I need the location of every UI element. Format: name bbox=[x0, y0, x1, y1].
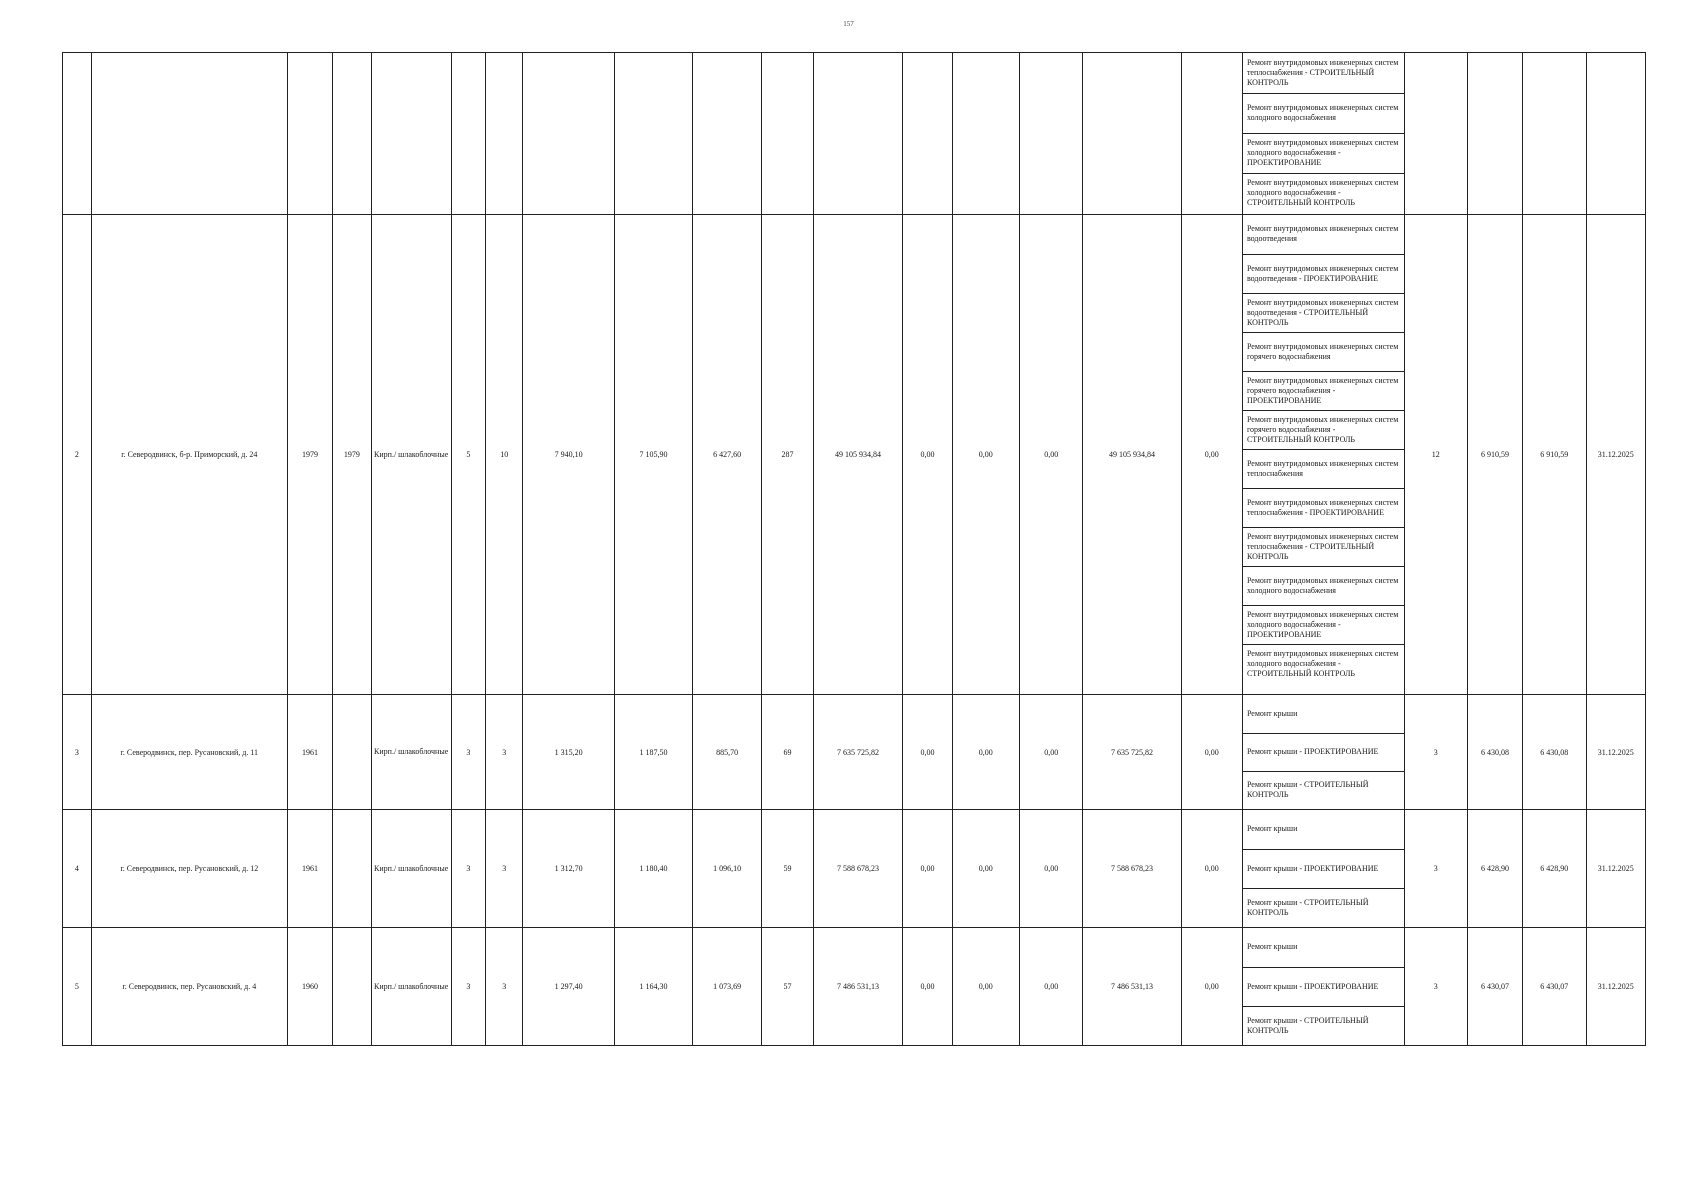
work-item: Ремонт внутридомовых инженерных систем холодного водоснабжения - СТРОИТЕЛЬНЫЙ КОНТРОЛЬ bbox=[1246, 178, 1399, 208]
table-row bbox=[63, 810, 1646, 928]
floors-cell: 3 bbox=[451, 695, 486, 810]
entrances-cell: 3 bbox=[486, 928, 523, 1046]
unit-cost-cell: 6 428,90 bbox=[1467, 810, 1522, 928]
cost-local-cell: 0,00 bbox=[1020, 810, 1083, 928]
total-area-cell: 1 297,40 bbox=[523, 928, 615, 1046]
cost-total-cell: 49 105 934,84 bbox=[813, 215, 903, 695]
works-count-cell: 3 bbox=[1404, 928, 1467, 1046]
work-item: Ремонт крыши bbox=[1243, 695, 1404, 733]
cost-other-cell: 0,00 bbox=[1181, 928, 1242, 1046]
deadline-cell: 31.12.2025 bbox=[1586, 810, 1646, 928]
table-row bbox=[63, 215, 1646, 695]
row-number-cell: 3 bbox=[63, 695, 92, 810]
works-list bbox=[1243, 928, 1404, 1045]
cost-total-cell bbox=[813, 53, 903, 215]
max-unit-cost-cell: 6 910,59 bbox=[1523, 215, 1586, 695]
address-cell: г. Северодвинск, пер. Русановский, д. 11 bbox=[91, 695, 287, 810]
work-item: Ремонт внутридомовых инженерных систем теплоснабжения - ПРОЕКТИРОВАНИЕ bbox=[1243, 488, 1404, 527]
total-area-cell: 7 940,10 bbox=[523, 215, 615, 695]
area-living-cell bbox=[692, 53, 762, 215]
works-count-cell: 3 bbox=[1404, 695, 1467, 810]
works-list-cell bbox=[1242, 215, 1404, 695]
row-number-cell: 4 bbox=[63, 810, 92, 928]
max-unit-cost-cell: 6 430,07 bbox=[1523, 928, 1586, 1046]
work-item: Ремонт крыши - ПРОЕКТИРОВАНИЕ bbox=[1243, 967, 1404, 1006]
wall-material-cell bbox=[371, 53, 451, 215]
year-overhaul-cell bbox=[332, 695, 371, 810]
year-built-cell: 1961 bbox=[287, 810, 332, 928]
cost-total-cell: 7 486 531,13 bbox=[813, 928, 903, 1046]
works-list bbox=[1243, 695, 1404, 809]
work-item: Ремонт внутридомовых инженерных систем водоотведения - ПРОЕКТИРОВАНИЕ bbox=[1243, 254, 1404, 293]
year-built-cell bbox=[287, 53, 332, 215]
deadline-cell: 31.12.2025 bbox=[1586, 215, 1646, 695]
residents-cell bbox=[762, 53, 813, 215]
wall-material-cell: Кирп./ шлакоблочные bbox=[371, 810, 451, 928]
row-number-cell bbox=[63, 53, 92, 215]
table-row bbox=[63, 928, 1646, 1046]
unit-cost-cell: 6 430,08 bbox=[1467, 695, 1522, 810]
area-rooms-cell: 1 164,30 bbox=[615, 928, 693, 1046]
residents-cell: 287 bbox=[762, 215, 813, 695]
year-overhaul-cell bbox=[332, 928, 371, 1046]
row-number-cell: 5 bbox=[63, 928, 92, 1046]
cost-federal-cell: 0,00 bbox=[903, 215, 952, 695]
cost-regional-cell: 0,00 bbox=[952, 810, 1019, 928]
work-item: Ремонт внутридомовых инженерных систем горячего водоснабжения bbox=[1243, 332, 1404, 371]
cost-other-cell: 0,00 bbox=[1181, 695, 1242, 810]
wall-material-cell: Кирп./ шлакоблочные bbox=[371, 215, 451, 695]
overhaul-register-table bbox=[62, 52, 1646, 1046]
cost-owners-cell bbox=[1083, 53, 1181, 215]
area-living-cell: 885,70 bbox=[692, 695, 762, 810]
cost-total-cell: 7 635 725,82 bbox=[813, 695, 903, 810]
work-item: Ремонт крыши - СТРОИТЕЛЬНЫЙ КОНТРОЛЬ bbox=[1246, 780, 1369, 800]
work-item: Ремонт внутридомовых инженерных систем холодного водоснабжения - СТРОИТЕЛЬНЫЙ КОНТРОЛЬ bbox=[1246, 648, 1399, 678]
residents-cell: 57 bbox=[762, 928, 813, 1046]
cost-total-cell: 7 588 678,23 bbox=[813, 810, 903, 928]
work-item: Ремонт внутридомовых инженерных систем водоотведения bbox=[1243, 215, 1404, 254]
address-cell: г. Северодвинск, пер. Русановский, д. 4 bbox=[91, 928, 287, 1046]
max-unit-cost-cell: 6 430,08 bbox=[1523, 695, 1586, 810]
works-count-cell bbox=[1404, 53, 1467, 215]
entrances-cell: 10 bbox=[486, 215, 523, 695]
area-rooms-cell: 7 105,90 bbox=[615, 215, 693, 695]
work-item: Ремонт крыши - ПРОЕКТИРОВАНИЕ bbox=[1243, 849, 1404, 888]
entrances-cell bbox=[486, 53, 523, 215]
cost-federal-cell: 0,00 bbox=[903, 695, 952, 810]
cost-owners-cell: 49 105 934,84 bbox=[1083, 215, 1181, 695]
cost-owners-cell: 7 486 531,13 bbox=[1083, 928, 1181, 1046]
year-built-cell: 1979 bbox=[287, 215, 332, 695]
area-rooms-cell bbox=[615, 53, 693, 215]
address-cell: г. Северодвинск, пер. Русановский, д. 12 bbox=[91, 810, 287, 928]
floors-cell bbox=[451, 53, 486, 215]
works-list bbox=[1243, 810, 1404, 927]
year-overhaul-cell: 1979 bbox=[332, 215, 371, 695]
work-item: Ремонт внутридомовых инженерных систем горячего водоснабжения - СТРОИТЕЛЬНЫЙ КОНТРОЛЬ bbox=[1243, 410, 1404, 449]
address-cell bbox=[91, 53, 287, 215]
wall-material-cell: Кирп./ шлакоблочные bbox=[371, 928, 451, 1046]
total-area-cell: 1 315,20 bbox=[523, 695, 615, 810]
work-item: Ремонт внутридомовых инженерных систем холодного водоснабжения - ПРОЕКТИРОВАНИЕ bbox=[1243, 605, 1404, 644]
area-rooms-cell: 1 187,50 bbox=[615, 695, 693, 810]
works-list bbox=[1243, 53, 1404, 213]
works-list-cell bbox=[1242, 928, 1404, 1046]
work-item: Ремонт внутридомовых инженерных систем холодного водоснабжения bbox=[1243, 566, 1404, 605]
residents-cell: 59 bbox=[762, 810, 813, 928]
work-item: Ремонт крыши - СТРОИТЕЛЬНЫЙ КОНТРОЛЬ bbox=[1246, 897, 1369, 917]
floors-cell: 3 bbox=[451, 810, 486, 928]
total-area-cell: 1 312,70 bbox=[523, 810, 615, 928]
cost-regional-cell: 0,00 bbox=[952, 928, 1019, 1046]
max-unit-cost-cell bbox=[1523, 53, 1586, 215]
work-item: Ремонт внутридомовых инженерных систем водоотведения - СТРОИТЕЛЬНЫЙ КОНТРОЛЬ bbox=[1243, 293, 1404, 332]
work-item: Ремонт внутридомовых инженерных систем холодного водоснабжения - ПРОЕКТИРОВАНИЕ bbox=[1243, 133, 1404, 173]
cost-local-cell: 0,00 bbox=[1020, 215, 1083, 695]
year-overhaul-cell bbox=[332, 810, 371, 928]
row-number-cell: 2 bbox=[63, 215, 92, 695]
cost-federal-cell: 0,00 bbox=[903, 928, 952, 1046]
area-rooms-cell: 1 180,40 bbox=[615, 810, 693, 928]
deadline-cell bbox=[1586, 53, 1646, 215]
works-list bbox=[1243, 215, 1404, 683]
entrances-cell: 3 bbox=[486, 695, 523, 810]
unit-cost-cell: 6 430,07 bbox=[1467, 928, 1522, 1046]
work-item: Ремонт внутридомовых инженерных систем теплоснабжения - СТРОИТЕЛЬНЫЙ КОНТРОЛЬ bbox=[1243, 53, 1404, 93]
table-row bbox=[63, 53, 1646, 215]
works-list-cell bbox=[1242, 810, 1404, 928]
work-item: Ремонт внутридомовых инженерных систем теплоснабжения bbox=[1243, 449, 1404, 488]
area-living-cell: 1 073,69 bbox=[692, 928, 762, 1046]
area-living-cell: 6 427,60 bbox=[692, 215, 762, 695]
unit-cost-cell bbox=[1467, 53, 1522, 215]
max-unit-cost-cell: 6 428,90 bbox=[1523, 810, 1586, 928]
cost-federal-cell: 0,00 bbox=[903, 810, 952, 928]
cost-regional-cell: 0,00 bbox=[952, 215, 1019, 695]
wall-material-cell: Кирп./ шлакоблочные bbox=[371, 695, 451, 810]
cost-other-cell bbox=[1181, 53, 1242, 215]
works-count-cell: 3 bbox=[1404, 810, 1467, 928]
works-list-cell bbox=[1242, 695, 1404, 810]
cost-regional-cell: 0,00 bbox=[952, 695, 1019, 810]
cost-other-cell: 0,00 bbox=[1181, 810, 1242, 928]
cost-regional-cell bbox=[952, 53, 1019, 215]
unit-cost-cell: 6 910,59 bbox=[1467, 215, 1522, 695]
work-item: Ремонт крыши - СТРОИТЕЛЬНЫЙ КОНТРОЛЬ bbox=[1246, 1015, 1369, 1035]
year-overhaul-cell bbox=[332, 53, 371, 215]
cost-local-cell bbox=[1020, 53, 1083, 215]
address-cell: г. Северодвинск, б-р. Приморский, д. 24 bbox=[91, 215, 287, 695]
cost-owners-cell: 7 635 725,82 bbox=[1083, 695, 1181, 810]
residents-cell: 69 bbox=[762, 695, 813, 810]
floors-cell: 3 bbox=[451, 928, 486, 1046]
cost-federal-cell bbox=[903, 53, 952, 215]
work-item: Ремонт внутридомовых инженерных систем теплоснабжения - СТРОИТЕЛЬНЫЙ КОНТРОЛЬ bbox=[1243, 527, 1404, 566]
entrances-cell: 3 bbox=[486, 810, 523, 928]
year-built-cell: 1960 bbox=[287, 928, 332, 1046]
work-item: Ремонт крыши bbox=[1243, 928, 1404, 967]
floors-cell: 5 bbox=[451, 215, 486, 695]
total-area-cell bbox=[523, 53, 615, 215]
work-item: Ремонт крыши - ПРОЕКТИРОВАНИЕ bbox=[1243, 733, 1404, 771]
year-built-cell: 1961 bbox=[287, 695, 332, 810]
cost-owners-cell: 7 588 678,23 bbox=[1083, 810, 1181, 928]
cost-local-cell: 0,00 bbox=[1020, 928, 1083, 1046]
page-number: 157 bbox=[843, 20, 854, 28]
work-item: Ремонт крыши bbox=[1243, 810, 1404, 849]
cost-other-cell: 0,00 bbox=[1181, 215, 1242, 695]
work-item: Ремонт внутридомовых инженерных систем горячего водоснабжения - ПРОЕКТИРОВАНИЕ bbox=[1243, 371, 1404, 410]
deadline-cell: 31.12.2025 bbox=[1586, 695, 1646, 810]
works-count-cell: 12 bbox=[1404, 215, 1467, 695]
area-living-cell: 1 096,10 bbox=[692, 810, 762, 928]
work-item: Ремонт внутридомовых инженерных систем холодного водоснабжения bbox=[1243, 93, 1404, 133]
cost-local-cell: 0,00 bbox=[1020, 695, 1083, 810]
works-list-cell bbox=[1242, 53, 1404, 215]
deadline-cell: 31.12.2025 bbox=[1586, 928, 1646, 1046]
table-row bbox=[63, 695, 1646, 810]
